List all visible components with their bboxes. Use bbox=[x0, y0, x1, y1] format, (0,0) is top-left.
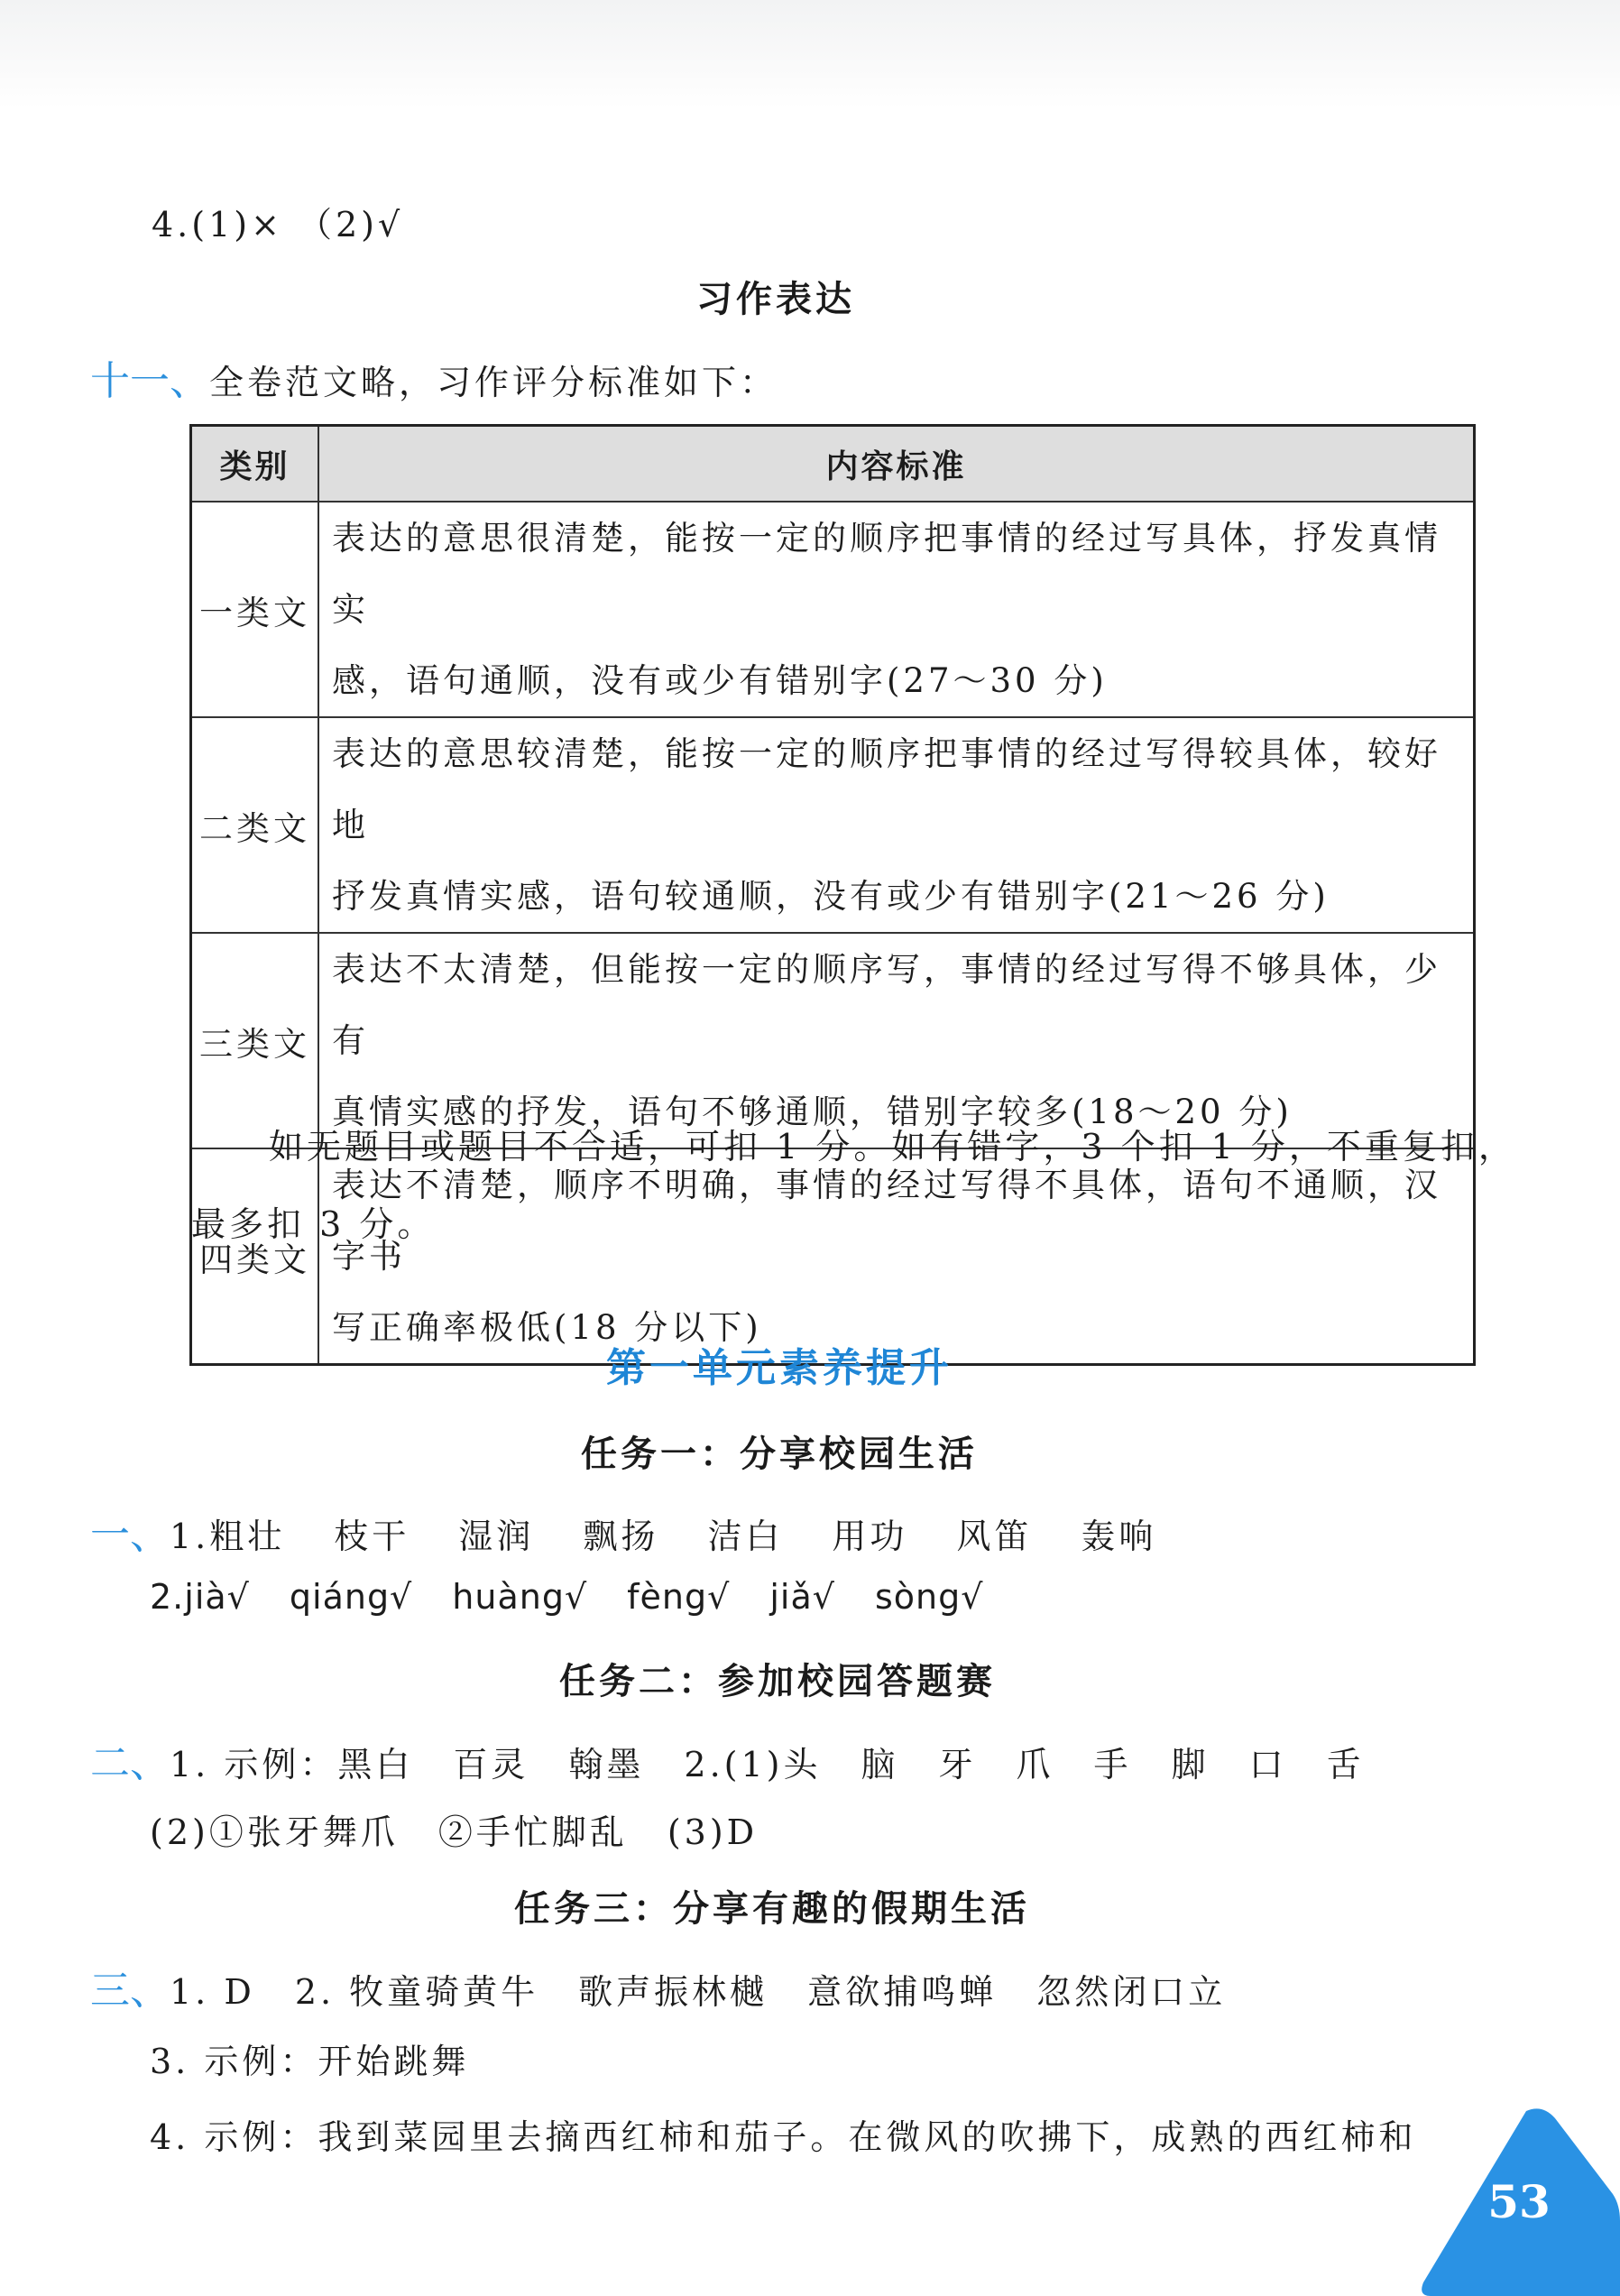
page-number-badge bbox=[1418, 2104, 1620, 2296]
section-title-writing: 习作表达 bbox=[696, 279, 855, 320]
table-row bbox=[191, 1148, 1475, 1365]
column-header-category: 类别 bbox=[191, 426, 319, 503]
row-category: 四类文 bbox=[191, 1148, 319, 1365]
answer-char: 脚 bbox=[1171, 1745, 1210, 1784]
answer-item: ②手忙脚乱 bbox=[437, 1812, 628, 1852]
criteria-line: 真情实感的抒发，语句不够通顺，错别字较多(18～20 分) bbox=[332, 1093, 1293, 1131]
task3-question-line-1 bbox=[90, 1958, 1226, 2015]
answer-word: 百灵 bbox=[453, 1745, 529, 1784]
page-top-shade bbox=[0, 0, 1620, 108]
pinyin-answer: fèng√ bbox=[627, 1577, 731, 1617]
answer-item: (3)D bbox=[667, 1812, 759, 1852]
task3-question-line-3: 4. 示例：我到菜园里去摘西红柿和茄子。在微风的吹拂下，成熟的西红柿和 bbox=[150, 2117, 1417, 2157]
task3-title: 任务三：分享有趣的假期生活 bbox=[514, 1888, 1030, 1930]
question-number: 二、 bbox=[90, 1740, 170, 1786]
answer-char: 牙 bbox=[938, 1745, 977, 1784]
question-number: 一、 bbox=[90, 1512, 170, 1558]
answer-char: 爪 bbox=[1016, 1745, 1054, 1784]
item-prefix: 1. bbox=[170, 1517, 210, 1556]
prev-answer: 4.(1)× （2)√ bbox=[152, 205, 404, 244]
item-prefix: 2.(1) bbox=[684, 1745, 784, 1784]
pinyin-answer: jià√ bbox=[184, 1577, 250, 1617]
answer-char: 手 bbox=[1093, 1745, 1132, 1784]
row-category: 一类文 bbox=[191, 502, 319, 717]
row-category: 二类文 bbox=[191, 717, 319, 933]
answer-char: 舌 bbox=[1326, 1745, 1365, 1784]
item-prefix: 2. bbox=[150, 1577, 185, 1617]
task1-question-2 bbox=[150, 1577, 983, 1617]
criteria-line: 表达不清楚，顺序不明确，事情的经过写得不具体，语句不通顺，汉字书 bbox=[332, 1166, 1441, 1276]
answer-word: 粗壮 bbox=[209, 1517, 286, 1556]
task1-title: 任务一：分享校园生活 bbox=[581, 1434, 978, 1475]
answer-char: 头 bbox=[783, 1745, 822, 1784]
answer-word: 轰响 bbox=[1081, 1517, 1157, 1556]
deduction-note-line-1: 如无题目或题目不合适，可扣 1 分。如有错字，3 个扣 1 分，不重复扣， bbox=[269, 1127, 1516, 1166]
question-number: 十一、 bbox=[90, 358, 209, 404]
column-header-criteria: 内容标准 bbox=[318, 426, 1475, 503]
task3-question-line-2: 3. 示例：开始跳舞 bbox=[150, 2042, 470, 2081]
row-criteria bbox=[318, 933, 1475, 1148]
deduction-note-line-2: 最多扣 3 分。 bbox=[191, 1204, 436, 1244]
task2-question-line-1 bbox=[90, 1730, 1365, 1788]
criteria-line: 表达不太清楚，但能按一定的顺序写，事情的经过写得不够具体，少有 bbox=[332, 950, 1441, 1060]
row-criteria bbox=[318, 717, 1475, 933]
answer-word: 翰墨 bbox=[568, 1745, 645, 1784]
task2-title: 任务二：参加校园答题赛 bbox=[559, 1661, 996, 1702]
answer-char: 口 bbox=[1248, 1745, 1287, 1784]
answer-item: 忽然闭口立 bbox=[1036, 1972, 1227, 2012]
pinyin-answer: sòng√ bbox=[874, 1577, 984, 1617]
criteria-line: 抒发真情实感，语句较通顺，没有或少有错别字(21～26 分) bbox=[332, 877, 1330, 916]
answer-char: 脑 bbox=[861, 1745, 899, 1784]
question-text: 全卷范文略，习作评分标准如下： bbox=[209, 363, 778, 402]
page-number: 53 bbox=[1487, 2175, 1551, 2228]
answer-word: 湿润 bbox=[458, 1517, 535, 1556]
question-number: 三、 bbox=[90, 1968, 170, 2014]
answer-word: 用功 bbox=[832, 1517, 908, 1556]
answer-item: 意欲捕鸣蝉 bbox=[807, 1972, 998, 2012]
answer-word: 洁白 bbox=[707, 1517, 784, 1556]
answer-word: 黑白 bbox=[337, 1745, 414, 1784]
criteria-line: 表达的意思很清楚，能按一定的顺序把事情的经过写具体，抒发真情实 bbox=[332, 519, 1441, 629]
criteria-line: 写正确率极低(18 分以下) bbox=[332, 1308, 762, 1347]
pinyin-answer: qiáng√ bbox=[289, 1577, 413, 1617]
row-criteria bbox=[318, 502, 1475, 717]
row-criteria bbox=[318, 1148, 1475, 1365]
row-category: 三类文 bbox=[191, 933, 319, 1148]
question-11 bbox=[90, 348, 778, 406]
criteria-line: 表达的意思较清楚，能按一定的顺序把事情的经过写得较具体，较好地 bbox=[332, 734, 1441, 844]
answer-word: 枝干 bbox=[334, 1517, 410, 1556]
item-prefix: 1. 示例： bbox=[170, 1745, 338, 1784]
answer-word: 风笛 bbox=[956, 1517, 1033, 1556]
unit-title: 第一单元素养提升 bbox=[606, 1345, 953, 1391]
answer-item: 2. 牧童骑黄牛 bbox=[294, 1972, 539, 2012]
task1-question-1 bbox=[90, 1502, 1156, 1560]
answer-item: 歌声振林樾 bbox=[578, 1972, 769, 2012]
answer-item: (2)①张牙舞爪 bbox=[150, 1812, 399, 1852]
criteria-line: 感，语句通顺，没有或少有错别字(27～30 分) bbox=[332, 661, 1108, 700]
pinyin-answer: jiǎ√ bbox=[769, 1577, 835, 1617]
pinyin-answer: huàng√ bbox=[452, 1577, 588, 1617]
task2-question-line-2 bbox=[150, 1804, 758, 1854]
table-row bbox=[191, 502, 1475, 717]
table-row bbox=[191, 717, 1475, 933]
answer-item: 1. D bbox=[170, 1972, 255, 2012]
answer-word: 飘扬 bbox=[583, 1517, 659, 1556]
table-header-row bbox=[191, 426, 1475, 503]
table-row bbox=[191, 933, 1475, 1148]
